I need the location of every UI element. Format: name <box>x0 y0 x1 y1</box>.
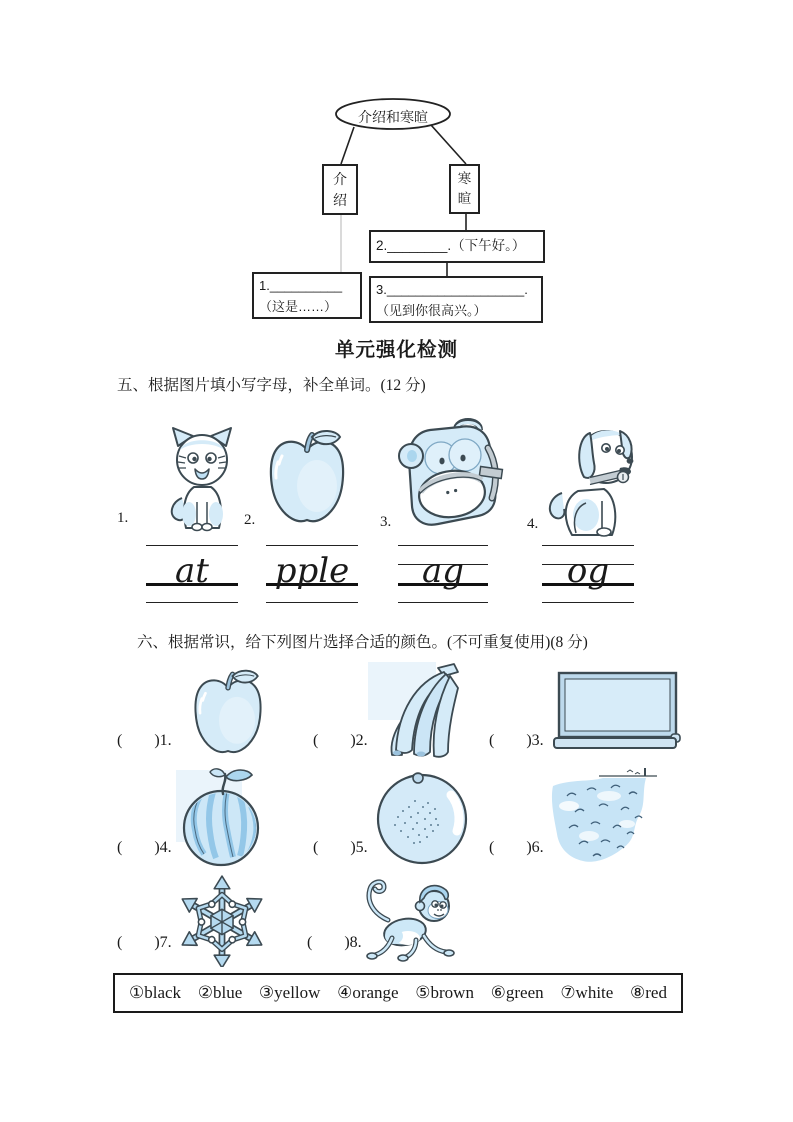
answer-blank: ( )3. <box>489 732 544 749</box>
snowflake-image <box>180 873 264 967</box>
answer-blank: ( )8. <box>307 934 362 951</box>
section-five-heading: 五、根据图片填小写字母，补全单词。(12 分) <box>117 377 426 394</box>
section-six-heading: 六、根据常识，给下列图片选择合适的颜色。(不可重复使用)(8 分) <box>137 634 588 651</box>
page-title: 单元强化检测 <box>334 339 458 361</box>
item-number: 2. <box>244 512 256 528</box>
blank-1-line1: 1.__________ <box>259 278 343 293</box>
blackboard-image <box>551 670 684 758</box>
orange-image <box>373 767 471 867</box>
diagram-blank-1 <box>252 272 362 319</box>
dog-image <box>546 421 648 538</box>
answer-blank: ( )2. <box>313 732 368 749</box>
greeting-node-label: 寒暄 <box>457 171 472 206</box>
answer-blank: ( )5. <box>313 839 368 856</box>
writing-grid-4 <box>542 545 634 605</box>
sea-water-image <box>549 766 659 867</box>
diagram-blank-2 <box>369 230 545 263</box>
answer-blank: ( )7. <box>117 934 172 951</box>
color-option: ②blue <box>197 983 243 1002</box>
color-options-box <box>113 973 683 1013</box>
monkey-image <box>358 876 460 964</box>
color-option: ⑥green <box>490 983 544 1002</box>
item-number: 3. <box>380 514 392 530</box>
writing-grid-1 <box>146 545 238 605</box>
color-option: ⑦white <box>560 983 614 1002</box>
blank-3-line1: 3.___________________. <box>376 282 528 297</box>
color-option: ⑤brown <box>415 983 474 1002</box>
answer-text: pple <box>274 551 350 591</box>
item-number: 4. <box>527 516 539 532</box>
color-option: ③yellow <box>258 983 321 1002</box>
watermelon-image <box>176 764 271 868</box>
diagram-root-node: 介绍和寒暄 <box>358 109 428 125</box>
color-option: ④orange <box>337 983 399 1002</box>
color-option: ⑧red <box>630 983 667 1002</box>
writing-grid-2 <box>266 545 358 605</box>
apple-image <box>186 668 270 760</box>
bananas-image <box>368 662 468 761</box>
blank-2-text: 2.________.（下午好。） <box>376 238 526 253</box>
color-option: ①black <box>129 983 182 1002</box>
answer-text: at <box>175 551 209 591</box>
answer-text: ag <box>421 551 465 591</box>
answer-text: og <box>566 551 610 591</box>
blank-1-line2: （这是……） <box>259 298 338 314</box>
writing-grid-3 <box>398 545 488 605</box>
answer-blank: ( )6. <box>489 839 544 856</box>
schoolbag-image <box>396 414 512 534</box>
blank-3-line2: （见到你很高兴。） <box>376 302 487 318</box>
cat-image <box>166 424 238 532</box>
answer-blank: ( )1. <box>117 732 172 749</box>
item-number: 1. <box>117 510 129 526</box>
apple-image <box>262 428 352 530</box>
diagram-blank-3 <box>369 276 543 323</box>
diagram-node-greeting <box>449 164 480 214</box>
answer-blank: ( )4. <box>117 839 172 856</box>
diagram-node-introduction <box>322 164 358 215</box>
intro-node-label: 介绍 <box>333 171 347 208</box>
